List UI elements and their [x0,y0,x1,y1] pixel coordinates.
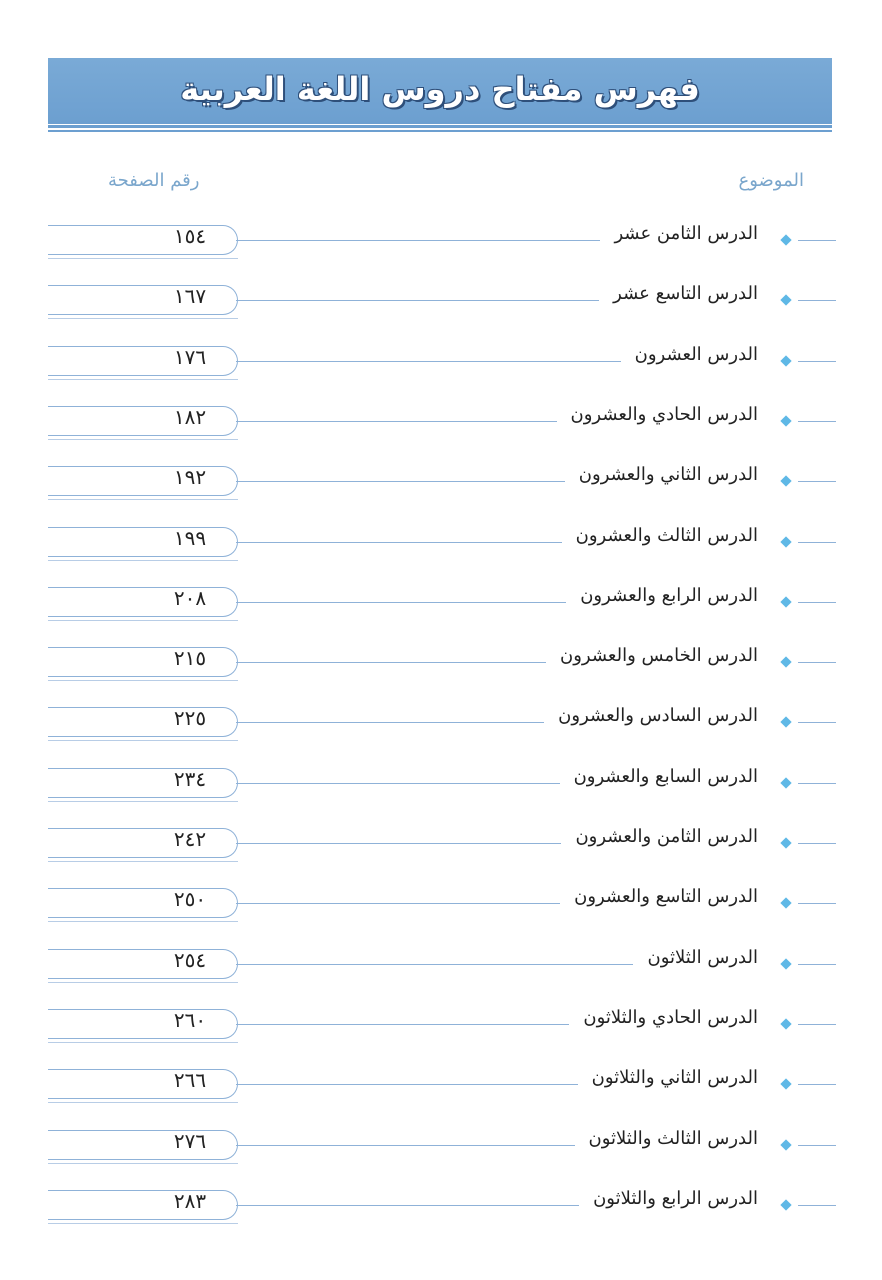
diamond-bullet-icon [780,475,791,486]
leader-line [236,421,557,422]
diamond-bullet-icon [780,596,791,607]
leader-line [236,1084,578,1085]
lesson-title: الدرس الحادي والثلاثون [583,1007,758,1028]
row-rule [48,801,238,802]
diamond-bullet-icon [780,1199,791,1210]
leader-line [236,662,546,663]
page-number: ٢٨٣ [173,1189,207,1213]
page-number: ١٩٩ [173,526,207,550]
leader-line [236,300,599,301]
diamond-bullet-icon [780,1078,791,1089]
row-rule [798,722,836,723]
row-rule [798,783,836,784]
page-number: ٢٦٠ [173,1008,207,1032]
row-rule [798,240,836,241]
leader-line [236,843,561,844]
list-item[interactable] [0,524,882,564]
row-rule [48,560,238,561]
leader-line [236,1145,575,1146]
list-item[interactable] [0,1006,882,1046]
list-item[interactable] [0,463,882,503]
list-item[interactable] [0,1066,882,1106]
lesson-title: الدرس السادس والعشرون [558,705,758,726]
list-item[interactable] [0,644,882,684]
lesson-title: الدرس الثامن عشر [614,223,758,244]
diamond-bullet-icon [780,536,791,547]
leader-line [236,481,565,482]
row-rule [48,921,238,922]
diamond-bullet-icon [780,234,791,245]
list-item[interactable] [0,1127,882,1167]
row-rule [798,662,836,663]
row-rule [798,481,836,482]
leader-line [236,1024,569,1025]
page-number: ٢٥٤ [173,948,207,972]
page-number: ١٧٦ [173,345,207,369]
leader-line [236,903,560,904]
list-item[interactable] [0,704,882,744]
lesson-title: الدرس الخامس والعشرون [560,645,758,666]
page-number: ١٨٢ [173,405,207,429]
row-rule [48,1163,238,1164]
lesson-title: الدرس الثامن والعشرون [575,826,758,847]
list-item[interactable] [0,343,882,383]
page-number: ٢٧٦ [173,1129,207,1153]
page-title: فهرس مفتاح دروس اللغة العربية [180,70,700,108]
page-column-header: رقم الصفحة [108,170,200,191]
page-number: ٢٥٠ [173,887,207,911]
leader-line [236,722,544,723]
list-item[interactable] [0,946,882,986]
leader-line [236,542,562,543]
leader-line [236,602,566,603]
leader-line [236,240,600,241]
row-rule [48,861,238,862]
lesson-title: الدرس الثاني والثلاثون [591,1067,758,1088]
diamond-bullet-icon [780,1139,791,1150]
row-rule [798,843,836,844]
row-rule [798,300,836,301]
topic-column-header: الموضوع [738,170,804,191]
diamond-bullet-icon [780,837,791,848]
lesson-title: الدرس التاسع عشر [613,283,758,304]
lesson-title: الدرس العشرون [634,344,758,365]
page-number: ١٦٧ [173,284,207,308]
row-rule [48,680,238,681]
list-item[interactable] [0,584,882,624]
row-rule [798,964,836,965]
diamond-bullet-icon [780,716,791,727]
leader-line [236,1205,579,1206]
lesson-title: الدرس السابع والعشرون [573,766,758,787]
list-item[interactable] [0,885,882,925]
diamond-bullet-icon [780,355,791,366]
row-rule [48,439,238,440]
row-rule [798,602,836,603]
row-rule [48,318,238,319]
diamond-bullet-icon [780,415,791,426]
page-number: ٢٢٥ [173,706,207,730]
row-rule [798,903,836,904]
page-number: ٢٤٢ [173,827,207,851]
page-number: ٢٠٨ [173,586,207,610]
diamond-bullet-icon [780,656,791,667]
row-rule [798,1024,836,1025]
lesson-title: الدرس الرابع والعشرون [580,585,758,606]
lesson-title: الدرس التاسع والعشرون [574,886,758,907]
diamond-bullet-icon [780,777,791,788]
page-number: ١٩٢ [173,465,207,489]
row-rule [48,1102,238,1103]
row-rule [798,421,836,422]
list-item[interactable] [0,403,882,443]
row-rule [48,499,238,500]
row-rule [48,740,238,741]
list-item[interactable] [0,1187,882,1227]
leader-line [236,361,621,362]
lesson-title: الدرس الحادي والعشرون [570,404,758,425]
list-item[interactable] [0,825,882,865]
row-rule [798,361,836,362]
page-number: ٢٣٤ [173,767,207,791]
diamond-bullet-icon [780,294,791,305]
diamond-bullet-icon [780,1018,791,1029]
row-rule [798,1084,836,1085]
row-rule [48,1223,238,1224]
page-number: ٢٦٦ [173,1068,207,1092]
diamond-bullet-icon [780,958,791,969]
lesson-title: الدرس الثاني والعشرون [578,464,758,485]
lesson-title: الدرس الرابع والثلاثون [593,1188,758,1209]
lesson-title: الدرس الثالث والثلاثون [588,1128,758,1149]
row-rule [48,258,238,259]
row-rule [48,982,238,983]
list-item[interactable] [0,282,882,322]
diamond-bullet-icon [780,897,791,908]
row-rule [798,1145,836,1146]
leader-line [236,964,633,965]
row-rule [48,1042,238,1043]
page-number: ٢١٥ [173,646,207,670]
list-item[interactable] [0,765,882,805]
leader-line [236,783,560,784]
banner-rule [48,125,832,128]
row-rule [798,542,836,543]
row-rule [48,620,238,621]
row-rule [48,379,238,380]
banner-rule [48,130,832,132]
list-item[interactable] [0,222,882,262]
page-number: ١٥٤ [173,224,207,248]
lesson-title: الدرس الثالث والعشرون [575,525,758,546]
lesson-title: الدرس الثلاثون [647,947,758,968]
title-banner [48,58,832,128]
row-rule [798,1205,836,1206]
